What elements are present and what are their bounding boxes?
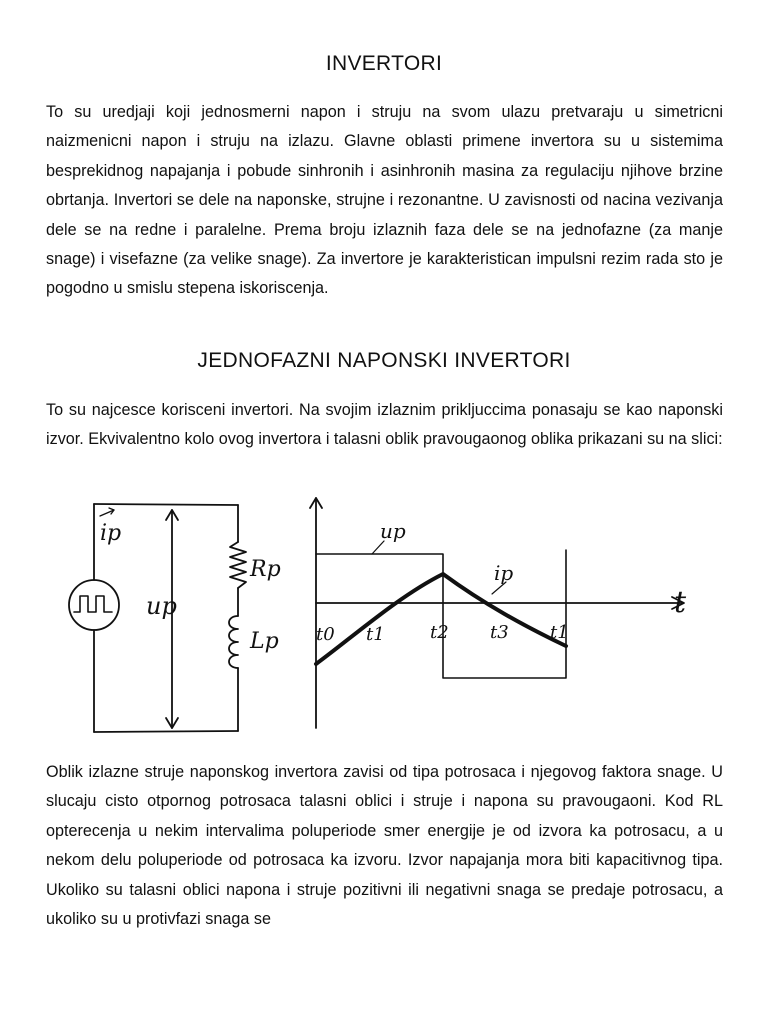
tick-label-t2: t2	[430, 622, 449, 643]
resistor-label: Rp	[250, 557, 281, 582]
inductor-label: Lp	[250, 629, 279, 654]
waveform-current-label: ip	[494, 561, 514, 585]
waveform-plot	[310, 498, 684, 728]
section-intro-paragraph: To su najcesce korisceni invertori. Na svojim izlaznim prikljuccima ponasaju se kao naponski izvor. Ekvivalentno kolo ovog invertora i talasni oblik pravougaonog oblika prikazani su na slici:	[46, 401, 723, 449]
voltage-label: up	[146, 592, 177, 620]
voltage-waveform-positive	[316, 554, 443, 603]
page-title: INVERTORI	[325, 52, 443, 75]
inverter-figure	[54, 496, 714, 746]
resistor-symbol	[230, 542, 246, 588]
current-label: ip	[100, 521, 122, 546]
tick-label-t1-end: t1	[550, 622, 569, 643]
waveform-voltage-label: up	[380, 519, 406, 543]
voltage-source-symbol	[69, 580, 119, 630]
tick-label-t3: t3	[490, 622, 509, 643]
circuit-wire-bottom	[94, 731, 238, 732]
circuit-wire-top	[94, 504, 238, 505]
current-waveform	[316, 574, 566, 664]
inductor-symbol	[229, 616, 238, 668]
tick-label-t0: t0	[316, 624, 335, 645]
time-axis-label: t	[674, 585, 687, 620]
tick-label-t1: t1	[366, 624, 385, 645]
section-title: JEDNOFAZNI NAPONSKI INVERTORI	[197, 349, 571, 372]
intro-paragraph: To su uredjaji koji jednosmerni napon i struju na svom ulazu pretvaraju u simetricni naizmenicni napon i struju na izlazu. Glavne oblasti primene invertora su u sistemima besprekidnog napajanja i pobude sinhronih i asinhronih masina za regulaciju njihove brzine obrtanja. Invertori se dele na naponske, strujne i rezonantne. U zavisnosti od nacina vezivanja dele se na redne i paralelne. Prema broju izlaznih faza dele se na jednofazne (za manje snage) i visefazne (za velike snage). Za invertore je karakteristican impulsni rezim rada sto je pogodno u smislu stepena iskoriscenja.	[46, 103, 723, 298]
body-paragraph: Oblik izlazne struje naponskog invertora zavisi od tipa potrosaca i njegovog faktora snage. U slucaju cisto otpornog potrosaca talasni oblici i struje i napona su pravougaoni. Kod RL opterecenja u nekim intervalima poluperiode smer energije je od izvora ka potrosacu, a u nekom delu poluperiode od potrosaca ka izvoru. Izvor napajanja mora biti kapacitivnog tipa. Ukoliko su talasni oblici napona i struje pozitivni ili negativni snaga se predaje potrosacu, a ukoliko su u protivfazi snaga se	[46, 763, 723, 929]
square-wave-icon	[74, 596, 112, 612]
